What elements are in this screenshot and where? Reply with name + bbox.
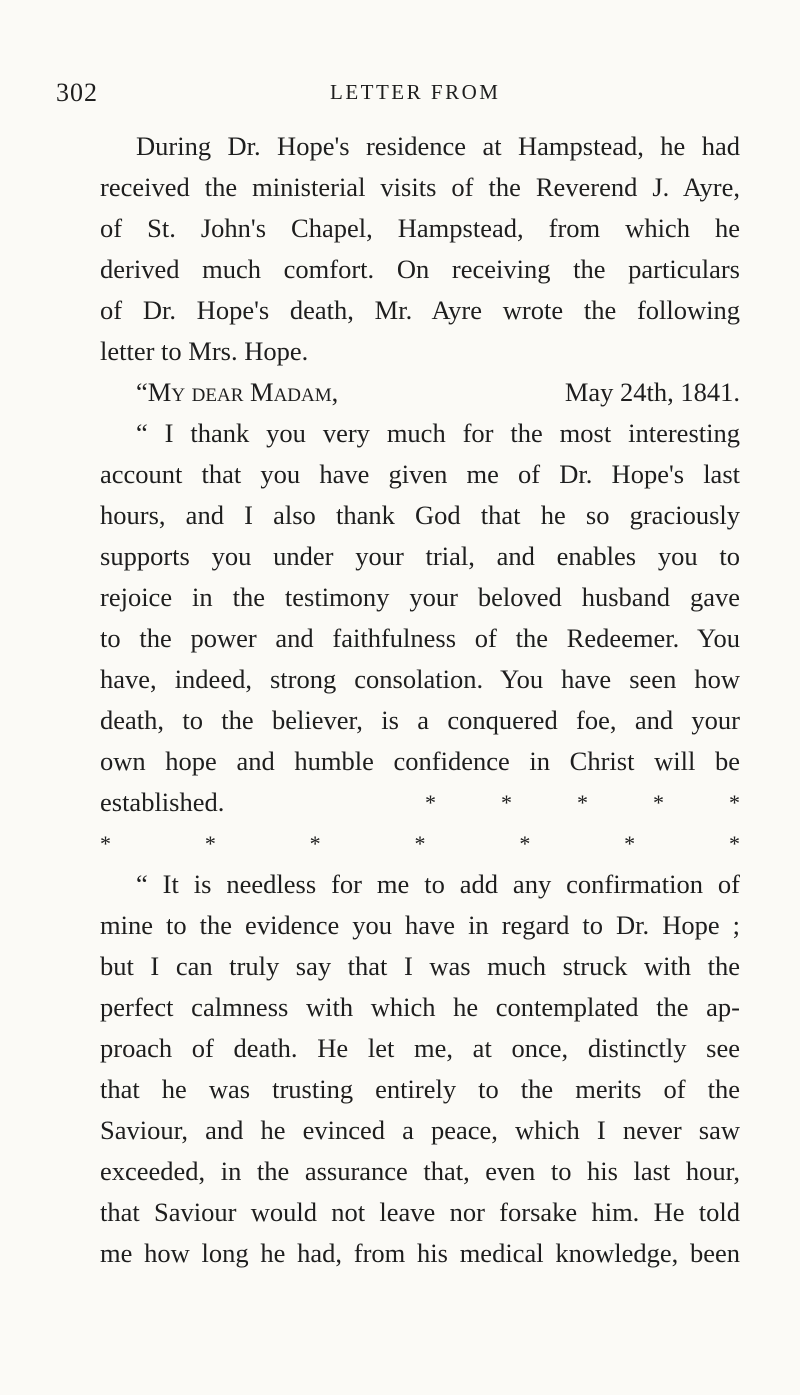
asterisk-glyph: *: [204, 831, 216, 856]
letter-date: May 24th, 1841.: [564, 377, 740, 407]
text-line: me how long he had, from his medical knowledge, been: [100, 1238, 740, 1268]
asterisk-glyph: *: [577, 790, 588, 815]
text-line: of Dr. Hope's death, Mr. Ayre wrote the following: [100, 295, 740, 325]
asterisk-glyph: *: [728, 831, 740, 856]
text-line: have, indeed, strong consolation. You have seen how: [100, 664, 740, 694]
text-line: death, to the believer, is a conquered foe, and your: [100, 705, 740, 735]
text-line: During Dr. Hope's residence at Hampstead, he had: [136, 131, 740, 161]
text-line: “ I thank you very much for the most interesting: [136, 418, 740, 448]
intro-paragraph: [100, 126, 740, 372]
text-line: rejoice in the testimony your beloved husband gave: [100, 582, 740, 612]
running-head: LETTER FROM: [330, 80, 501, 104]
asterisk-glyph: *: [425, 790, 436, 815]
body-text: [100, 126, 740, 1274]
letter-salutation: [100, 372, 740, 413]
text-line: exceeded, in the assurance that, even to his last hour,: [100, 1156, 740, 1186]
letter-paragraph-1: [100, 413, 740, 864]
text-line: supports you under your trial, and enables you to: [100, 541, 740, 571]
text-line: that he was trusting entirely to the merits of the: [100, 1074, 740, 1104]
text-line: proach of death. He let me, at once, distinctly see: [100, 1033, 740, 1063]
asterisk-group: [425, 782, 740, 823]
asterisk-glyph: *: [100, 831, 111, 856]
asterisk-row: [100, 823, 740, 864]
page-header: [0, 78, 800, 114]
page-number: 302: [56, 78, 98, 107]
text-line: own hope and humble confidence in Christ will be: [100, 746, 740, 776]
asterisk-glyph: *: [309, 831, 321, 856]
text-line: of St. John's Chapel, Hampstead, from which he: [100, 213, 740, 243]
text-line: derived much comfort. On receiving the particulars: [100, 254, 740, 284]
greeting: “My dear Madam,: [136, 377, 339, 407]
asterisk-glyph: *: [624, 831, 636, 856]
text-line: to the power and faithfulness of the Redeemer. You: [100, 623, 740, 653]
asterisk-glyph: *: [519, 831, 531, 856]
text-line: hours, and I also thank God that he so graciously: [100, 500, 740, 530]
asterisk-glyph: *: [501, 790, 512, 815]
text-line: mine to the evidence you have in regard to Dr. Hope ;: [100, 910, 740, 940]
asterisk-glyph: *: [729, 790, 740, 815]
text-line: Saviour, and he evinced a peace, which I never saw: [100, 1115, 740, 1145]
text-line: letter to Mrs. Hope.: [100, 336, 309, 366]
text-line-with-asterisks: [100, 782, 740, 823]
text-line: perfect calmness with which he contemplated the ap-: [100, 992, 740, 1022]
text-line: but I can truly say that I was much struck with the: [100, 951, 740, 981]
asterisk-glyph: *: [653, 790, 664, 815]
text-line: that Saviour would not leave nor forsake him. He told: [100, 1197, 740, 1227]
letter-paragraph-2: [100, 864, 740, 1274]
paragraph-end-word: established.: [100, 787, 225, 817]
text-line: account that you have given me of Dr. Hope's last: [100, 459, 740, 489]
text-line: “ It is needless for me to add any confirmation of: [136, 869, 740, 899]
text-line: received the ministerial visits of the Reverend J. Ayre,: [100, 172, 740, 202]
asterisk-glyph: *: [414, 831, 426, 856]
